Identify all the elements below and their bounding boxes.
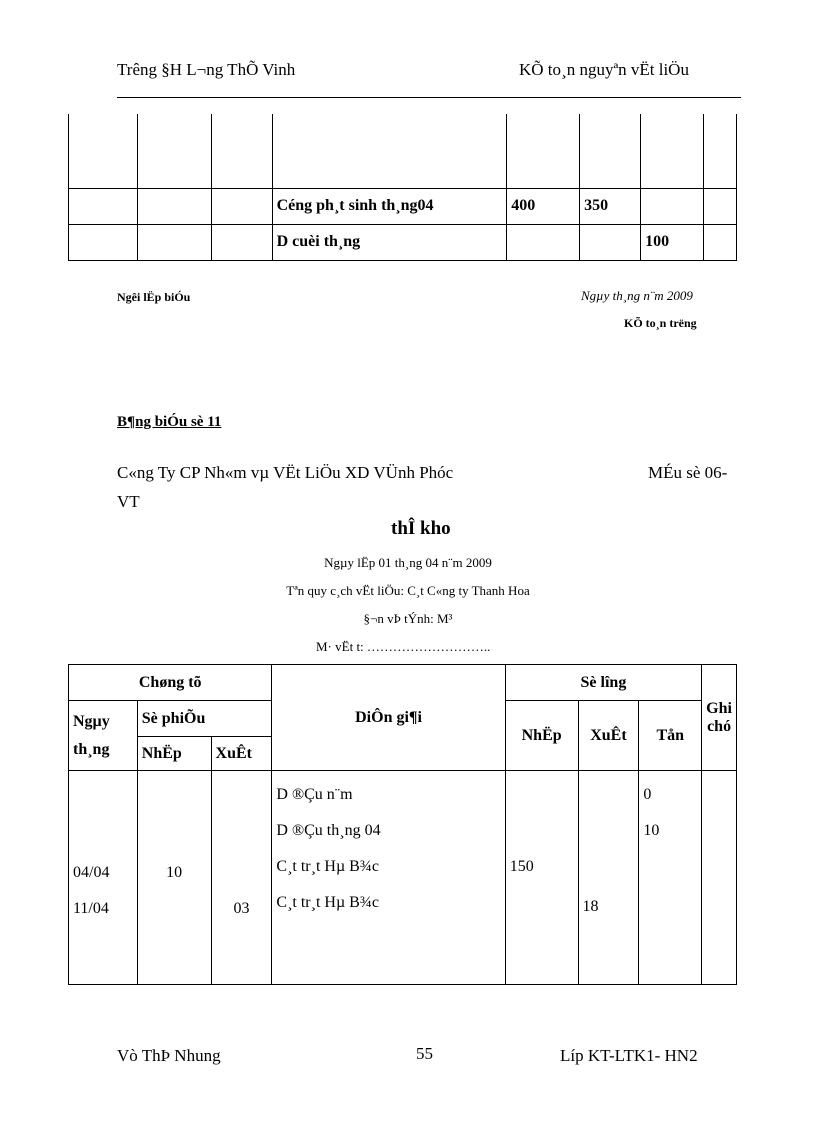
material-spec: Tªn quy c¸ch vËt liÖu: C¸t C«ng ty Thanh Hoa <box>286 583 530 598</box>
signature-date: Ngµy th¸ng n¨m 2009 <box>581 288 693 303</box>
closing-label: D cuèi th¸ng <box>272 224 507 260</box>
row-description: C¸t tr¸t Hµ B¾c <box>276 894 379 911</box>
row-receipt-no: 10 <box>166 864 183 881</box>
col-ngay-thang: Ngµy th¸ng <box>69 701 138 771</box>
row-description: D ®Çu n¨m <box>276 786 353 803</box>
total-nhap: 400 <box>507 188 580 224</box>
total-label: Céng ph¸t sinh th¸ng04 <box>272 188 507 224</box>
form-number-cont: VT <box>117 492 140 511</box>
company-name: C«ng Ty CP Nh«m vµ VËt LiÖu XD VÜnh Phóc <box>117 463 454 482</box>
row-balance: 10 <box>643 822 660 839</box>
unit-of-measure: §¬n vÞ tÝnh: M³ <box>363 611 453 626</box>
col-sl-xuat: XuÊt <box>578 701 639 771</box>
col-so-luong: Sè lîng <box>505 665 701 701</box>
row-description: D ®Çu th¸ng 04 <box>276 822 381 839</box>
col-nhap: NhËp <box>137 737 211 771</box>
preparer-label: Ngêi lËp biÓu <box>117 290 191 304</box>
row-qty-out: 18 <box>582 898 599 915</box>
col-ton: Tån <box>639 701 702 771</box>
chief-accountant-label: KÕ to¸n trëng <box>624 316 697 330</box>
data-row <box>69 771 737 985</box>
table-row <box>69 114 737 188</box>
col-sl-nhap: NhËp <box>505 701 578 771</box>
table-row <box>69 224 737 260</box>
total-xuat: 350 <box>580 188 641 224</box>
form-number: MÉu sè 06- <box>648 463 728 482</box>
header-left: Trêng §H L¬ng ThÕ Vinh <box>117 60 296 79</box>
header-right: KÕ to¸n nguyªn vËt liÖu <box>519 60 689 79</box>
section-title: B¶ng biÓu sè 11 <box>117 414 222 430</box>
row-issue-no: 03 <box>233 900 250 917</box>
document-title: thÎ kho <box>391 518 451 539</box>
ledger-table-continued <box>68 114 737 261</box>
row-description <box>272 114 507 188</box>
row-date: 04/04 <box>73 864 110 881</box>
col-so-phieu: Sè phiÕu <box>137 701 272 737</box>
col-xuat: XuÊt <box>211 737 272 771</box>
row-description: C¸t tr¸t Hµ B¾c <box>276 858 379 875</box>
col-chung-tu: Chøng tõ <box>69 665 272 701</box>
row-balance: 0 <box>643 786 652 803</box>
table-row <box>69 188 737 224</box>
material-code: M· vËt t: ……………………….. <box>316 639 491 654</box>
col-dien-giai: DiÔn gi¶i <box>272 665 505 771</box>
footer-author: Vò ThÞ Nhung <box>117 1046 221 1065</box>
header-rule <box>117 97 741 98</box>
stock-card-table <box>68 664 737 985</box>
row-qty-in: 150 <box>509 858 534 875</box>
footer-class: Líp KT-LTK1- HN2 <box>560 1046 698 1065</box>
col-ghi-chu: Ghi chó <box>702 665 737 771</box>
page-number: 55 <box>416 1044 433 1063</box>
closing-ton: 100 <box>641 224 704 260</box>
creation-date: Ngµy lËp 01 th¸ng 04 n¨m 2009 <box>324 555 492 570</box>
row-date: 11/04 <box>73 900 109 917</box>
header-row <box>69 665 737 701</box>
